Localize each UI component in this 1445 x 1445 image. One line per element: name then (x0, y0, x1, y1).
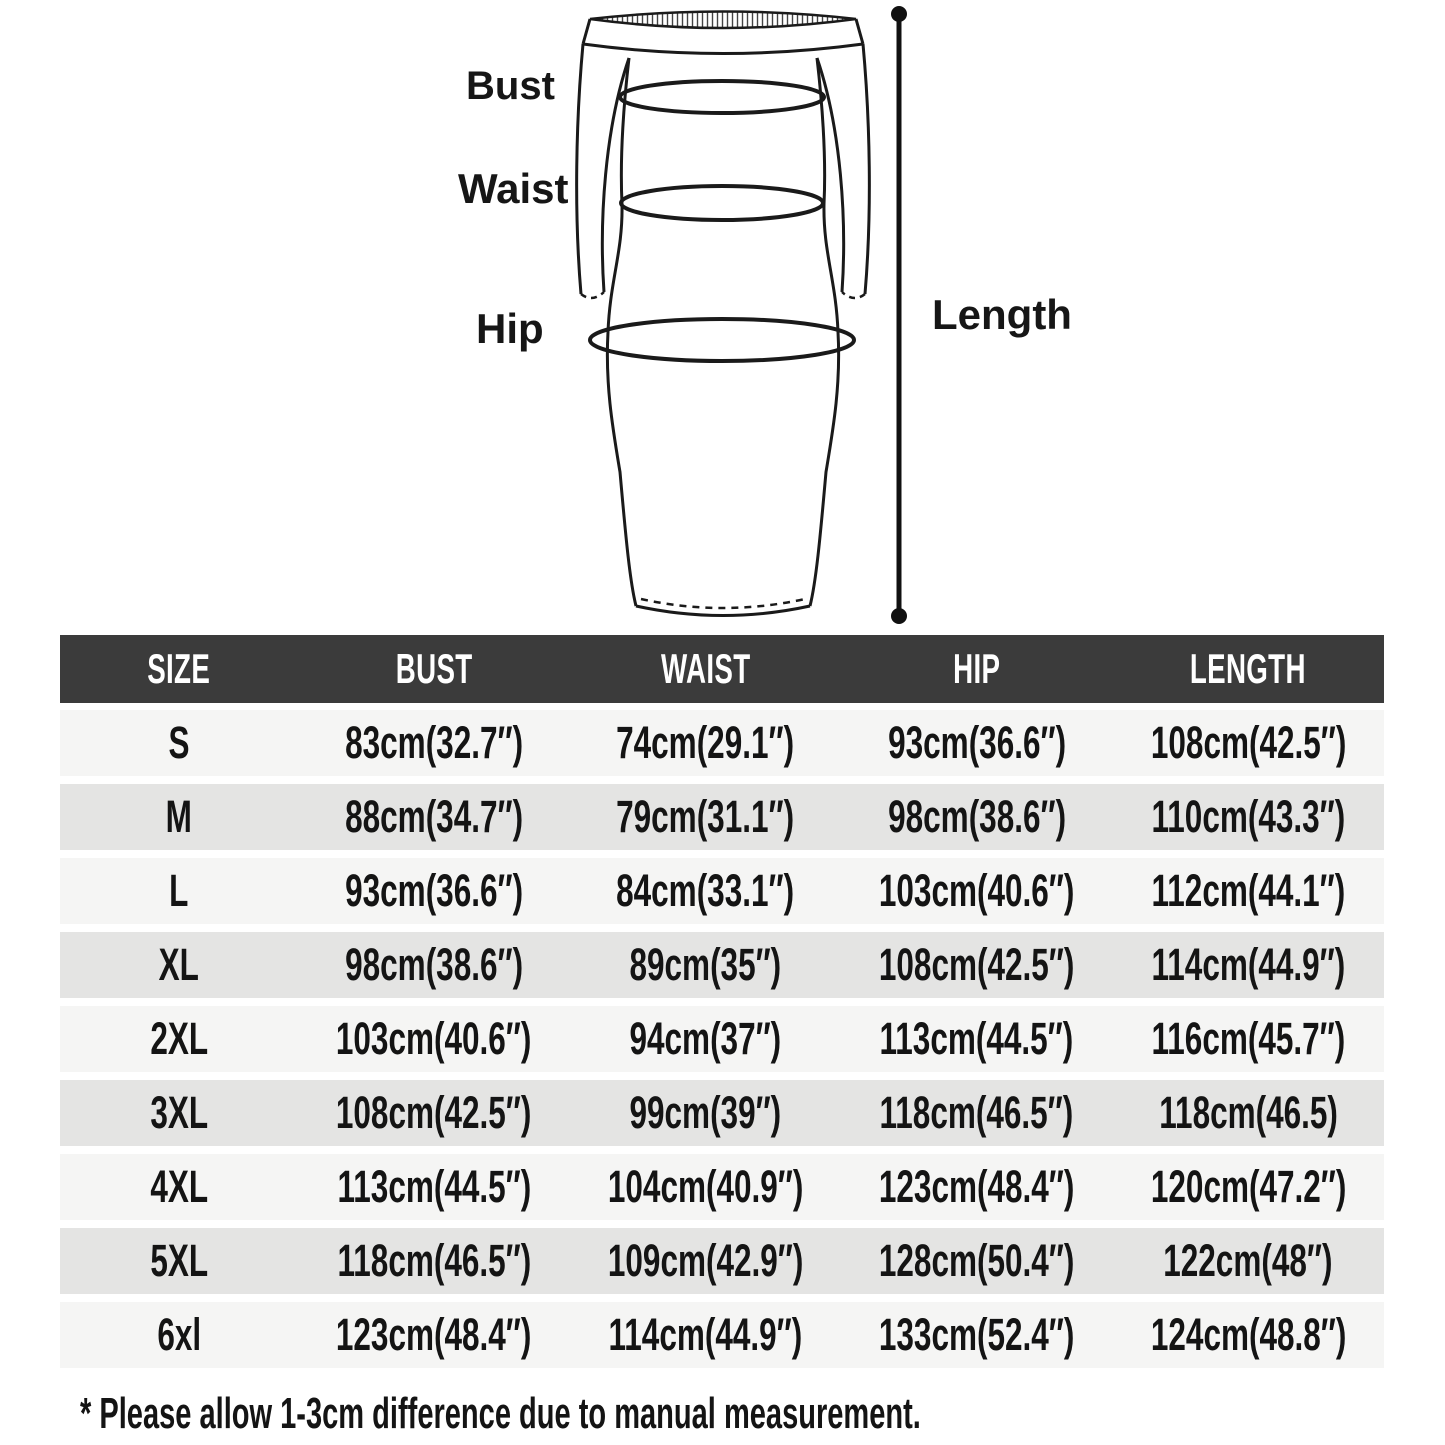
measurement-cell: 112cm(44.1″) (1151, 865, 1346, 916)
measurement-cell: 108cm(42.5″) (1150, 717, 1346, 768)
table-row-5xl (60, 1228, 1384, 1294)
measurement-cell: 133cm(52.4″) (879, 1309, 1075, 1360)
waist-label: Waist (458, 165, 569, 212)
measurement-cell: 83cm(32.7″) (345, 717, 523, 768)
measurement-cell: 98cm(38.6″) (887, 791, 1066, 842)
measurement-cell: 123cm(48.4″) (879, 1161, 1075, 1212)
measurement-cell: 128cm(50.4″) (879, 1235, 1075, 1286)
measurement-note: * Please allow 1-3cm difference due to manual measurement. (80, 1389, 921, 1438)
measurement-cell: 108cm(42.5″) (879, 939, 1075, 990)
table-row-l (60, 858, 1384, 924)
bust-ring (620, 81, 824, 113)
header-size: SIZE (147, 645, 211, 692)
measurement-cell: 110cm(43.3″) (1151, 791, 1346, 842)
hip-ring (590, 319, 854, 361)
measurement-cell: 94cm(37″) (629, 1013, 782, 1064)
size-cell: L (169, 865, 189, 916)
measurement-cell: 93cm(36.6″) (887, 717, 1066, 768)
measurement-cell: 79cm(31.1″) (616, 791, 795, 842)
measurement-cell: 116cm(45.7″) (1151, 1013, 1346, 1064)
measurement-cell: 104cm(40.9″) (607, 1161, 804, 1212)
length-arrow (891, 6, 907, 624)
table-header-row (60, 635, 1384, 703)
hem-dashed (641, 599, 805, 608)
measurement-cell: 122cm(48″) (1163, 1235, 1333, 1286)
size-cell: 6xl (157, 1309, 202, 1360)
measurement-cell: 120cm(47.2″) (1150, 1161, 1346, 1212)
measurement-cell: 84cm(33.1″) (616, 865, 795, 916)
left-cuff-dashed (581, 292, 604, 298)
header-waist: WAIST (660, 645, 751, 692)
waist-ring (621, 186, 823, 220)
measurement-cell: 108cm(42.5″) (336, 1087, 532, 1138)
measurement-cell: 89cm(35″) (629, 939, 782, 990)
size-cell: XL (159, 939, 200, 990)
table-row-s (60, 710, 1384, 776)
measurement-cell: 118cm(46.5″) (337, 1235, 531, 1286)
measurement-cell: 114cm(44.9″) (1151, 939, 1346, 990)
size-cell: 2XL (150, 1013, 209, 1064)
hip-label: Hip (476, 305, 544, 352)
measurement-cell: 118cm(46.5″) (879, 1087, 1074, 1138)
dress-diagram (0, 0, 1445, 632)
measurement-cell: 88cm(34.7″) (345, 791, 523, 842)
measurement-cell: 114cm(44.9″) (608, 1309, 803, 1360)
length-label: Length (932, 291, 1072, 338)
measurement-cell: 99cm(39″) (629, 1087, 782, 1138)
measurement-cell: 98cm(38.6″) (345, 939, 523, 990)
header-bust: BUST (395, 645, 473, 692)
measurement-cell: 103cm(40.6″) (336, 1013, 532, 1064)
measurement-cell: 123cm(48.4″) (336, 1309, 532, 1360)
neckband-hatch (590, 12, 856, 29)
body-right-outline (810, 58, 839, 606)
table-row-2xl (60, 1006, 1384, 1072)
size-cell: 4XL (150, 1161, 209, 1212)
measurement-cell: 113cm(44.5″) (337, 1161, 531, 1212)
measurement-cell: 124cm(48.8″) (1150, 1309, 1346, 1360)
measurement-cell: 109cm(42.9″) (607, 1235, 804, 1286)
table-row-m (60, 784, 1384, 850)
body-left-outline (607, 58, 636, 606)
size-cell: S (168, 717, 190, 768)
size-cell: 5XL (150, 1235, 209, 1286)
size-cell: M (166, 791, 193, 842)
table-row-4xl (60, 1154, 1384, 1220)
measurement-cell: 74cm(29.1″) (616, 717, 795, 768)
measurement-cell: 93cm(36.6″) (345, 865, 523, 916)
header-hip: HIP (953, 645, 1001, 692)
measurement-cell: 118cm(46.5) (1158, 1087, 1338, 1138)
table-row-xl (60, 932, 1384, 998)
bust-label: Bust (466, 64, 555, 108)
size-cell: 3XL (150, 1087, 209, 1138)
table-row-3xl (60, 1080, 1384, 1146)
table-row-6xl (60, 1302, 1384, 1368)
size-table (60, 635, 1384, 1376)
right-cuff-dashed (842, 292, 865, 298)
header-length: LENGTH (1190, 645, 1307, 692)
measurement-cell: 103cm(40.6″) (879, 865, 1075, 916)
measurement-cell: 113cm(44.5″) (879, 1013, 1074, 1064)
